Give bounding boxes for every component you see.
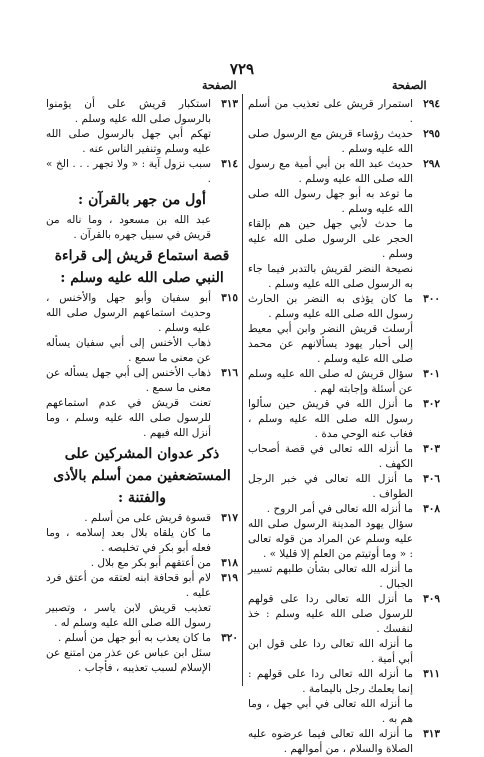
entry-title: ذهاب الأخنس إلى أبي سفيان يسأله عن معنى ما سمع . [46, 337, 211, 364]
entry-page-number: ٣٠٠ [423, 293, 440, 305]
toc-entry [248, 127, 440, 157]
entry-page-number: ٣١٤ [221, 158, 238, 170]
entry-title: ما أنزل الله في قريش حين سألوا رسول الله صلى الله عليه وسلم ، فغاب عنه الوحي مدة . [248, 398, 413, 440]
entry-page-number: ٣١٥ [221, 292, 238, 304]
toc-entry [248, 97, 440, 127]
entry-title: ما كان يعذب به أبو جهل من أسلم . [57, 632, 211, 644]
toc-entry [46, 291, 238, 336]
entry-page-number: ٣٠٦ [423, 473, 440, 485]
toc-entry [46, 631, 238, 646]
entry-page-number: ٣١٩ [221, 572, 238, 584]
toc-entry [46, 556, 238, 571]
toc-entry [248, 262, 440, 292]
entry-title: استمرار قريش على تعذيب من أسلم . [248, 98, 413, 125]
left-column [46, 97, 238, 676]
entry-page-number: ٣١١ [423, 668, 440, 680]
entry-title: ما أنزله الله تعالى في قصة أصحاب الكهف . [248, 443, 413, 470]
entry-title: حديث رؤساء قريش مع الرسول صلى الله عليه وسلم . [248, 128, 413, 155]
entry-title: قسوة قريش على من أسلم . [84, 512, 211, 524]
entry-title: نصيحة النضر لقريش بالتدبر فيما جاء به الرسول صلى الله عليه وسلم . [248, 263, 413, 290]
entry-title: ذهاب الأخنس إلى أبي جهل يسأله عن معنى ما سمع . [46, 367, 211, 394]
toc-entry [248, 517, 440, 562]
entry-title: ما توعد به أبو جهل رسول الله صلى الله عليه وسلم . [248, 188, 413, 215]
entry-page-number: ٣٠٩ [423, 593, 440, 605]
entry-title: لام أبو قحافة ابنه لعتقه من أعتق فرد عليه . [46, 572, 211, 599]
entry-title: ما أنزله الله تعالى ردا على قول ابن أبي أمية . [248, 638, 413, 665]
entry-title: ما أنزل الله تعالى ردا على قولهم للرسول صلى الله عليه وسلم : خذ لنفسك . [248, 593, 413, 635]
entry-page-number: ٢٩٤ [423, 98, 440, 110]
entry-page-number: ٣٠٨ [423, 503, 440, 515]
toc-entry [46, 511, 238, 526]
entry-title: أبو سفيان وأبو جهل والأخنس ، وحديث استماعهم الرسول صلى الله عليه وسلم . [46, 292, 211, 334]
toc-entry [248, 667, 440, 697]
toc-entry [248, 592, 440, 637]
entry-title: سؤال يهود المدينة الرسول صلى الله عليه وسلم عن المراد من قوله تعالى : « وما أوتيتم من العلم إلا قليلا » . [248, 518, 413, 560]
entry-title: ما كان يؤذى به النضر بن الحارث رسول الله صلى الله عليه وسلم . [248, 293, 413, 320]
toc-entry [46, 571, 238, 601]
toc-entry [248, 187, 440, 217]
entry-title: ما أنزله الله تعالى ردا على قولهم : إنما يعلمك رجل باليمامة . [248, 668, 413, 695]
entry-page-number: ٣١٣ [423, 728, 440, 740]
toc-entry [248, 292, 440, 322]
entry-title: أرسلت قريش النضر وابن أبي معيط إلى أحبار يهود يسألانهم عن محمد صلى الله عليه وسلم . [248, 323, 413, 365]
toc-entry [46, 97, 238, 127]
entry-title: ما أنزله الله تعالى بشأن طلبهم تسيير الجبال . [248, 563, 413, 590]
toc-entry [46, 336, 238, 366]
entry-page-number: ٢٩٨ [423, 158, 440, 170]
toc-entry [46, 526, 238, 556]
column-divider [242, 94, 243, 686]
toc-entry [46, 646, 238, 676]
page-number: ٧٢٩ [229, 60, 255, 78]
entry-title: ما أنزله الله تعالى فيما عرضوه عليه الصلاة والسلام ، من أموالهم . [248, 728, 413, 755]
section-heading: قصة استماع قريش إلى قراءة النبي صلى الله عليه وسلم : [54, 248, 230, 286]
section-heading: ذكر عدوان المشركين على المستضعفين ممن أسلم بالأذى والفتنة : [53, 446, 231, 506]
left-column-header: الصفحة [202, 79, 237, 92]
section-heading: أول من جهر بالقرآن : [78, 192, 206, 208]
toc-entry [46, 366, 238, 396]
entry-page-number: ٣٠٢ [423, 398, 440, 410]
toc-entry [248, 502, 440, 517]
entry-page-number: ٢٩٥ [423, 128, 440, 140]
toc-entry [248, 367, 440, 397]
toc-entry [248, 157, 440, 187]
right-column-header: الصفحة [392, 79, 427, 92]
toc-entry [248, 727, 440, 757]
entry-title: ما حدث لأبي جهل حين هم بإلقاء الحجر على الرسول صلى الله عليه وسلم . [248, 218, 413, 260]
toc-entry [248, 637, 440, 667]
entry-page-number: ٣٠١ [423, 368, 440, 380]
entry-title: استكبار قريش على أن يؤمنوا بالرسول صلى الله عليه وسلم . [46, 98, 211, 125]
entry-title: سئل ابن عباس عن عذر من امتنع عن الإسلام لسبب تعذيبه ، فأجاب . [46, 647, 211, 674]
toc-entry [46, 396, 238, 441]
toc-entry [248, 397, 440, 442]
entry-title: تعذيب قريش لابن ياسر ، وتصبير رسول الله صلى الله عليه وسلم له . [46, 602, 211, 629]
toc-entry [46, 213, 238, 243]
toc-entry [46, 157, 238, 187]
entry-page-number: ٣٠٣ [423, 443, 440, 455]
entry-page-number: ٣١٦ [221, 367, 238, 379]
entry-page-number: ٣١٧ [221, 512, 238, 524]
right-column [248, 97, 440, 757]
entry-title: ما كان يلقاه بلال بعد إسلامه ، وما فعله أبو بكر في تخليصه . [46, 527, 211, 554]
toc-entry [46, 601, 238, 631]
entry-title: تهكم أبي جهل بالرسول صلى الله عليه وسلم وتنفير الناس عنه . [46, 128, 211, 155]
toc-entry [248, 472, 440, 502]
toc-entry [248, 322, 440, 367]
entry-title: ما أنزله الله تعالى في أبي جهل ، وما هم به . [248, 698, 413, 725]
toc-entry [46, 127, 238, 157]
entry-page-number: ٣١٣ [221, 98, 238, 110]
entry-title: ما أنزل الله تعالى في خبر الرجل الطواف . [248, 473, 413, 500]
entry-title: عبد الله بن مسعود ، وما ناله من قريش في سبيل جهره بالقرآن . [46, 214, 211, 241]
entry-title: تعنت قريش في عدم استماعهم للرسول صلى الله عليه وسلم ، وما أنزل الله فيهم . [46, 397, 211, 439]
toc-entry [248, 562, 440, 592]
entry-title: سبب نزول آية : « ولا تجهر . . . الخ » . [46, 158, 211, 185]
entry-title: ما أنزله الله تعالى في أمر الروح . [266, 503, 413, 515]
toc-entry [248, 442, 440, 472]
toc-entry [248, 697, 440, 727]
entry-title: حديث عبد الله بن أبي أمية مع رسول الله صلى الله عليه وسلم . [248, 158, 413, 185]
toc-entry [248, 217, 440, 262]
entry-page-number: ٣١٨ [221, 557, 238, 569]
entry-title: من أعتقهم أبو بكر مع بلال . [90, 557, 211, 569]
entry-page-number: ٣٢٠ [221, 632, 238, 644]
entry-title: سؤال قريش له صلى الله عليه وسلم عن أسئلة وإجابته لهم . [248, 368, 413, 395]
